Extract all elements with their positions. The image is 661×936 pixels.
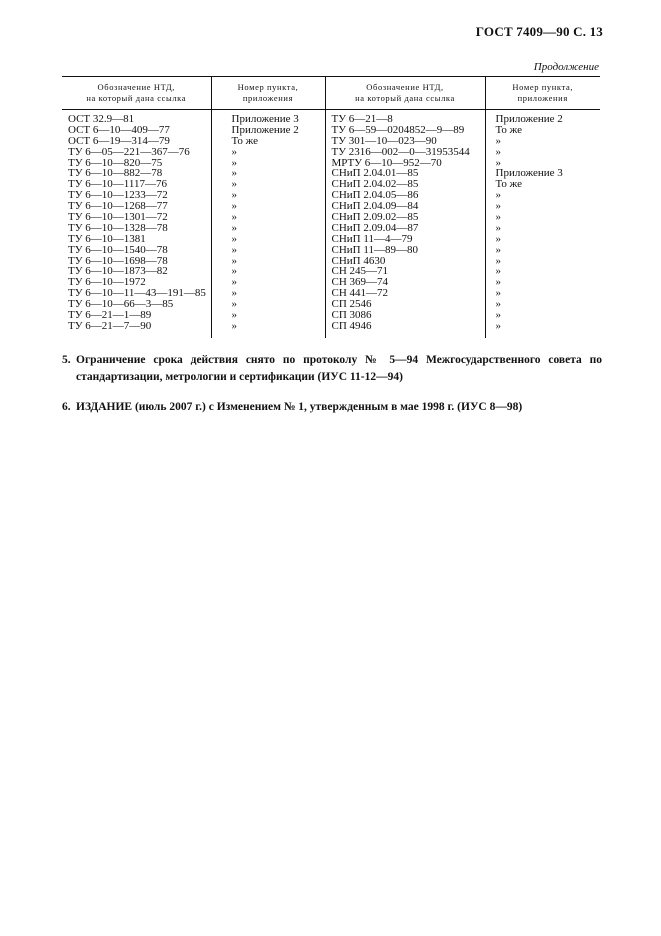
appendix-ref: » <box>231 221 237 234</box>
appendix-ref: » <box>495 243 501 256</box>
appendix-ref: » <box>495 145 501 158</box>
ntd-ref: СНиП 2.04.05—86 <box>331 189 419 202</box>
ntd-ref: ТУ 6—10—1233—72 <box>68 189 168 202</box>
header-point-left <box>211 77 325 110</box>
ntd-ref: ОСТ 32.9—81 <box>68 113 135 125</box>
ntd-ref: СНиП 11—4—79 <box>331 232 413 245</box>
appendix-ref: » <box>231 254 237 267</box>
ntd-ref: ТУ 6—21—7—90 <box>68 319 152 332</box>
ntd-ref: СНиП 11—89—80 <box>331 243 418 256</box>
appendix-ref: То же <box>495 178 522 191</box>
ntd-ref: ТУ 6—10—1972 <box>68 276 146 289</box>
header-point-right <box>485 77 600 110</box>
appendix-ref: » <box>495 156 501 169</box>
appendix-ref: » <box>231 276 237 289</box>
appendix-ref: » <box>231 319 237 332</box>
appendix-ref: » <box>495 276 501 289</box>
appendix-ref: Приложение 2 <box>231 123 299 136</box>
references-table <box>62 76 600 338</box>
appendix-ref: Приложение 2 <box>495 113 563 125</box>
ntd-ref: ТУ 6—21—1—89 <box>68 309 152 322</box>
ntd-ref: ТУ 6—59—0204852—9—89 <box>331 123 465 136</box>
ntd-ref: СН 245—71 <box>331 265 389 278</box>
appendix-ref: » <box>495 298 501 311</box>
appendix-ref: » <box>231 232 237 245</box>
ntd-ref: ТУ 6—10—820—75 <box>68 156 163 169</box>
note-6-number: 6. <box>62 401 71 413</box>
ntd-ref: ТУ 6—10—1698—78 <box>68 254 168 267</box>
ntd-ref: ТУ 6—10—1328—78 <box>68 221 168 234</box>
ntd-ref: СНиП 2.09.04—87 <box>331 221 419 234</box>
note-5-number: 5. <box>62 354 71 366</box>
header-point-right-line2: приложения <box>517 93 568 103</box>
ntd-ref: ТУ 6—10—1268—77 <box>68 200 168 213</box>
left-refs-column <box>62 110 211 338</box>
ntd-ref: ОСТ 6—19—314—79 <box>68 134 170 147</box>
appendix-ref: » <box>231 287 237 300</box>
appendix-ref: » <box>495 211 501 224</box>
page-header: ГОСТ 7409—90 С. 13 <box>475 24 603 39</box>
table-header-row <box>62 77 600 110</box>
appendix-ref: » <box>231 265 237 278</box>
ntd-ref: ТУ 6—10—1873—82 <box>68 265 168 278</box>
ntd-ref: ТУ 6—10—1540—78 <box>68 243 168 256</box>
appendix-ref: » <box>231 211 237 224</box>
note-5 <box>62 352 602 386</box>
ntd-ref: СП 3086 <box>331 309 372 322</box>
ntd-ref: ОСТ 6—10—409—77 <box>68 123 170 136</box>
appendix-ref: Приложение 3 <box>495 167 563 180</box>
appendix-ref: » <box>495 265 501 278</box>
appendix-ref: » <box>231 167 237 180</box>
ntd-ref: СНиП 2.04.02—85 <box>331 178 419 191</box>
ntd-ref: СН 369—74 <box>331 276 389 289</box>
ntd-ref: СНиП 2.04.01—85 <box>331 167 419 180</box>
ntd-ref: ТУ 2316—002—0—31953544 <box>331 145 470 158</box>
appendix-ref: То же <box>495 123 522 136</box>
ntd-ref: СНиП 2.09.02—85 <box>331 211 419 224</box>
continuation-label: Продолжение <box>533 61 599 73</box>
appendix-ref: » <box>495 221 501 234</box>
appendix-ref: » <box>231 189 237 202</box>
note-6-text: ИЗДАНИЕ (июль 2007 г.) с Изменением № 1, утвержденным в мае 1998 г. (ИУС 8—98) <box>76 401 523 413</box>
appendix-ref: » <box>231 156 237 169</box>
header-ntd-right-line2: на который дана ссылка <box>355 93 455 103</box>
header-point-right-line1: Номер пункта, <box>512 82 574 93</box>
appendix-ref: » <box>495 287 501 300</box>
appendix-ref: » <box>495 319 501 332</box>
appendix-ref: » <box>495 134 501 147</box>
appendix-ref: » <box>231 145 237 158</box>
header-point-left-line1: Номер пункта, <box>237 82 299 93</box>
header-point-left-line2: приложения <box>242 93 294 103</box>
ntd-ref: СП 4946 <box>331 319 372 332</box>
ntd-ref: СП 2546 <box>331 298 372 311</box>
ntd-ref: ТУ 6—05—221—367—76 <box>68 145 190 158</box>
ntd-ref: ТУ 301—10—023—90 <box>331 134 437 147</box>
right-points-column <box>485 110 600 338</box>
ntd-ref: ТУ 6—10—1381 <box>68 232 146 245</box>
appendix-ref: » <box>495 254 501 267</box>
header-ntd-right <box>325 77 485 110</box>
ntd-ref: СНиП 2.04.09—84 <box>331 200 419 213</box>
appendix-ref: » <box>495 189 501 202</box>
ntd-ref: ТУ 6—21—8 <box>331 113 393 125</box>
appendix-ref: » <box>495 232 501 245</box>
appendix-ref: » <box>231 200 237 213</box>
ntd-ref: ТУ 6—10—1301—72 <box>68 211 168 224</box>
table-body-row <box>62 110 600 338</box>
appendix-ref: » <box>231 243 237 256</box>
appendix-ref: Приложение 3 <box>231 113 299 125</box>
ntd-ref: СНиП 4630 <box>331 254 386 267</box>
note-6 <box>62 399 602 416</box>
header-ntd-left-line1: Обозначение НТД, <box>97 82 175 93</box>
appendix-ref: » <box>495 200 501 213</box>
note-5-text: Ограничение срока действия снято по протоколу № 5—94 Межгосударственного совета по стандартизации, метрологии и сертификации (ИУС 11-12—94) <box>76 354 602 383</box>
appendix-ref: То же <box>231 134 258 147</box>
left-points-column <box>211 110 325 338</box>
header-ntd-right-line1: Обозначение НТД, <box>366 82 444 93</box>
appendix-ref: » <box>495 309 501 322</box>
ntd-ref: ТУ 6—10—882—78 <box>68 167 163 180</box>
header-ntd-left-line2: на который дана ссылка <box>86 93 187 103</box>
ntd-ref: ТУ 6—10—1117—76 <box>68 178 167 191</box>
header-ntd-left <box>62 77 211 110</box>
ntd-ref: СН 441—72 <box>331 287 389 300</box>
appendix-ref: » <box>231 309 237 322</box>
ntd-ref: ТУ 6—10—66—3—85 <box>68 298 174 311</box>
appendix-ref: » <box>231 298 237 311</box>
right-refs-column <box>325 110 485 338</box>
ntd-ref: ТУ 6—10—11—43—191—85 <box>68 287 206 300</box>
notes-section <box>62 352 602 429</box>
ntd-ref: МРТУ 6—10—952—70 <box>331 156 442 169</box>
appendix-ref: » <box>231 178 237 191</box>
